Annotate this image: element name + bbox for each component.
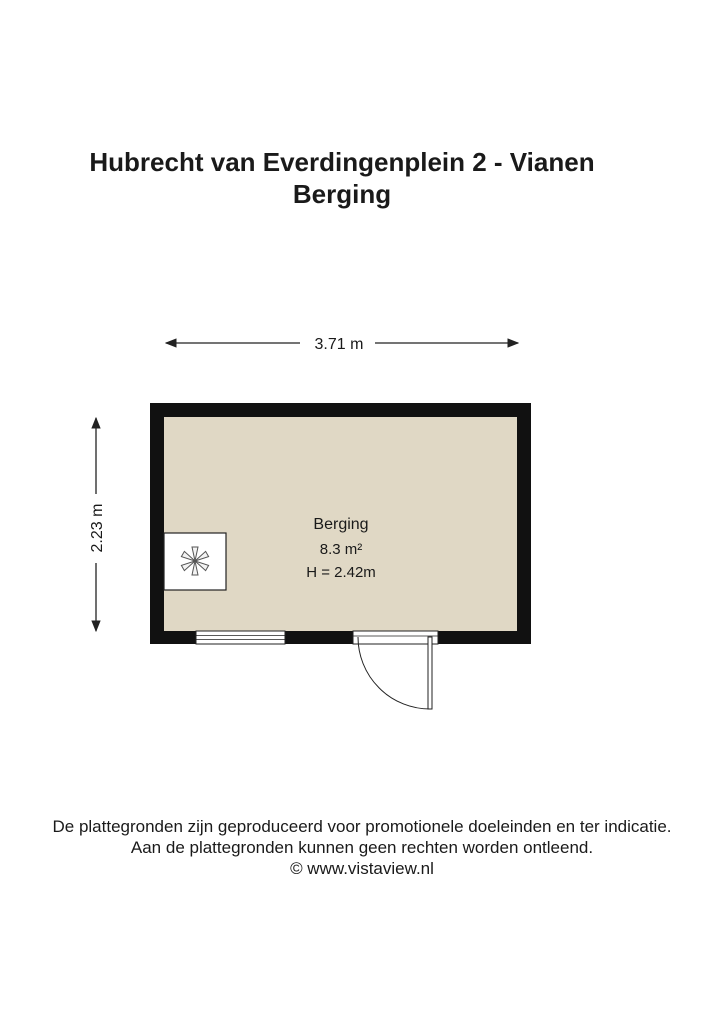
wall-right	[517, 403, 531, 644]
wall-bottom-right	[438, 631, 531, 644]
page-subtitle: Berging	[292, 179, 392, 209]
wall-left	[150, 403, 164, 644]
page-title: Hubrecht van Everdingenplein 2 - Vianen	[89, 147, 595, 177]
door-swing-icon	[353, 631, 438, 709]
room-name: Berging	[313, 516, 369, 533]
height-dimension	[89, 418, 106, 631]
wall-bottom-middle	[285, 631, 353, 644]
disclaimer-line-2: Aan de plattegronden kunnen geen rechten worden ontleend.	[130, 838, 594, 857]
width-dimension	[166, 336, 518, 353]
disclaimer-line-1: De plattegronden zijn geproduceerd voor promotionele doeleinden en ter indicatie.	[52, 817, 672, 836]
wall-bottom-left	[150, 631, 196, 644]
fan-unit-icon	[164, 533, 226, 590]
width-dimension-label: 3.71 m	[314, 336, 364, 353]
wall-top	[150, 403, 531, 417]
copyright-line: © www.vistaview.nl	[290, 859, 434, 878]
height-dimension-label: 2.23 m	[89, 503, 106, 553]
room-height: H = 2.42m	[306, 564, 376, 581]
window-icon	[196, 631, 285, 644]
room-area: 8.3 m²	[319, 541, 363, 558]
